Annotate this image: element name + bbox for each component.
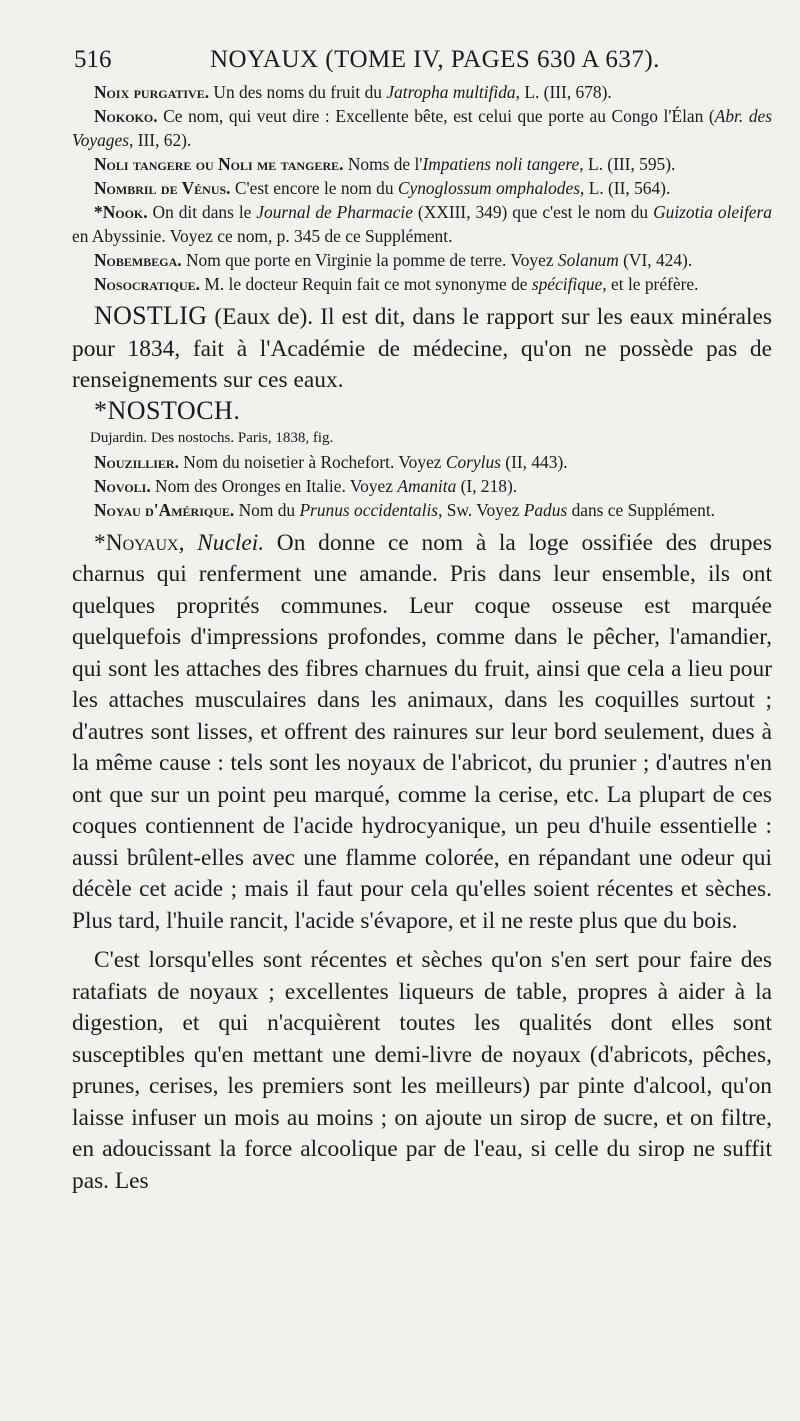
entry-nook [72,200,772,248]
entry-text: M. le docteur Requin fait ce mot synonyme de [200,274,532,294]
entry-text: (II, 443). [500,451,568,472]
entry-text: , L. (III, 678). [515,82,612,102]
entry-headword: Nombril de Vénus. [94,178,231,198]
entry-nobembega [72,248,772,272]
entry-headword: Noli tangere ou Noli me tangere. [94,154,344,174]
page-number: 516 [74,46,112,73]
entry-text: , Sw. Voyez [438,499,524,520]
entry-nostlig [72,300,772,397]
entry-text: Nom des Oronges en Italie. Voyez [150,475,398,496]
page-body [72,80,772,1197]
entry-text: , L. (II, 564). [580,178,671,198]
entry-nombril-de-venus [72,176,772,200]
entry-noyaux-paragraph-2: C'est lorsqu'elles sont récentes et sèches qu'on s'en sert pour faire des ratafiats de noyaux ; excellentes liqueurs de table, propres à aider à la digestion, et qui n'acquièrent toutes les qualités dont elles sont susceptibles qu'en mettant une demi-livre de noyaux (d'abricots, pêches, prunes, cerises, les premiers sont les meilleurs) par pinte d'alcool, qu'on laisse infuser un mois au moins ; on ajoute un sirop de sucre, et on filtre, en adoucissant la force alcoolique par de l'eau, si celle du sirop ne suffit pas. Les [72,947,772,1194]
entry-text: , III, 62). [129,130,192,150]
bibliographic-reference: Dujardin. Des nostochs. Paris, 1838, fig. [90,429,334,446]
entry-text: Noms de l' [343,154,423,174]
entry-headword: Nobembega. [94,250,182,270]
entry-text: (Eaux de). Il est dit, dans le rapport sur les eaux minérales pour 1834, fait à l'Académie de médecine, qu'on ne possède pas de renseignements sur ces eaux. [72,304,772,393]
running-title: NOYAUX (TOME IV, PAGES 630 A 637). [210,46,660,73]
entry-headword: Novoli. [94,475,151,496]
entry-headword: *NOSTOCH. [94,395,241,425]
entry-text: , L. (III, 595). [579,154,676,174]
entry-text: Nom que porte en Virginie la pomme de terre. Voyez [181,250,558,270]
entry-novoli [72,474,772,498]
entry-headword: *Nook. [94,202,148,222]
entry-italic: Cynoglossum omphalodes [397,178,580,198]
entry-nosocratique [72,272,772,296]
entry-italic: Padus [523,499,568,520]
entry-paragraph: On donne ce nom à la loge ossifiée des drupes charnus qui renferment une amande. Pris dans leur ensemble, ils ont quelques proprités communes. Leur coque osseuse est marquée quelquefois d'impressions profondes, comme dans le pêcher, l'amandier, qui sont les attaches des fibres charnues du fruit, ainsi que cela a lieu pour les attaches musculaires dans les animaux, dans les coquilles surtout ; d'autres sont lisses, et offrent des rainures sur leur bord seulement, dues à la même cause : tels sont les noyaux de l'abricot, du prunier ; d'autres n'en ont que sur un point peu marqué, comme la cerise, etc. La plupart de ces coques contiennent de l'acide hydrocyanique, un peu d'huile essentielle : aussi brûlent-elles avec une flamme colorée, en répandant une odeur qui décèle cet acide ; mais il faut pour cela qu'elles soient récentes et sèches. Plus tard, l'huile rancit, l'acide s'évapore, et il ne reste plus que du bois. [72,529,772,934]
entry-text: (I, 218). [456,475,518,496]
entry-italic: Journal de Pharmacie [256,202,413,222]
entry-text: C'est encore le nom du [230,178,398,198]
entry-headword: Nokoko. [94,106,158,126]
entry-italic: Impatiens noli tangere [422,154,580,174]
entry-nostoch [72,397,772,426]
entry-italic: Prunus occidentalis [299,499,439,520]
entry-noyaux [72,528,772,938]
entry-headword: Nosocratique. [94,274,201,294]
entry-nokoko [72,104,772,152]
entry-text: Nom du [234,499,300,520]
entry-headword: Noyau d'Amérique. [94,499,235,520]
entry-text: Nom du noisetier à Rochefort. Voyez [178,451,446,472]
entry-text: On dit dans le [147,202,257,222]
entry-headword: Nouzillier. [94,451,179,472]
entry-text: dans ce Supplément. [567,499,716,520]
entry-italic: Solanum [557,250,619,270]
entry-noli-tangere [72,152,772,176]
entry-italic: Amanita [397,475,457,496]
entry-latin-name: Nuclei. [184,529,265,556]
entry-text: (VI, 424). [618,250,693,270]
entry-noyau-d-amerique [72,498,772,522]
running-header [74,40,774,80]
entry-headword: *Noyaux, [94,529,185,556]
entry-text: Un des noms du fruit du [209,82,387,102]
entry-text: en Abyssinie. Voyez ce nom, p. 345 de ce Supplément. [72,226,453,246]
entry-text: , et le préfère. [602,274,699,294]
entry-text: Ce nom, qui veut dire : Excellente bête, est celui que porte au Congo l'Élan ( [157,106,715,126]
entry-italic: Jatropha multifida [386,82,516,102]
entry-nouzillier [72,450,772,474]
entry-italic: spécifique [531,274,603,294]
entry-italic: Guizotia oleifera [653,202,772,222]
entry-noix-purgative [72,80,772,104]
entry-headword: Noix purgative. [94,82,210,102]
entry-italic: Abr. des Voyages [72,106,772,150]
entry-text: (XXIII, 349) que c'est le nom du [412,202,654,222]
entry-italic: Corylus [445,451,501,472]
entry-headword: NOSTLIG [94,301,208,330]
